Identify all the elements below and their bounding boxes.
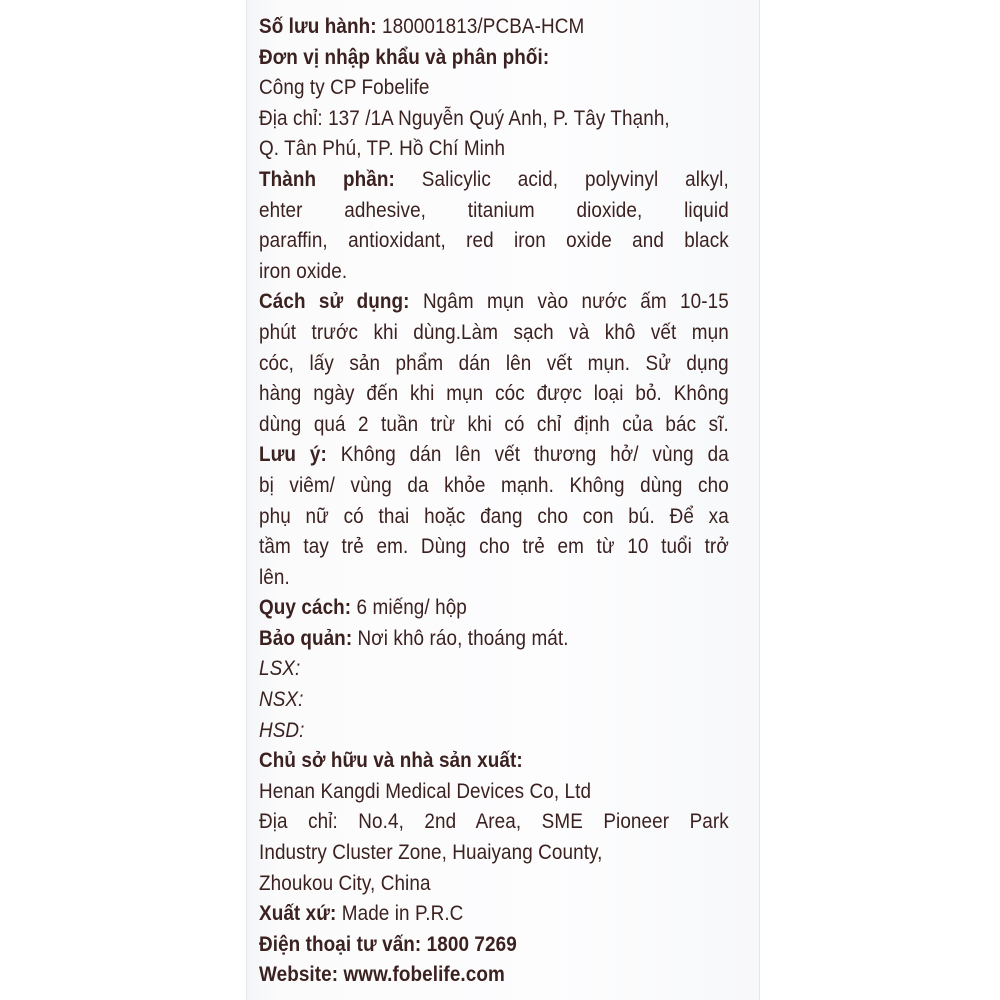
- ingredients-line-4: iron oxide.: [259, 259, 348, 283]
- expiry-date-label: HSD:: [259, 718, 305, 742]
- origin-label: Xuất xứ:: [259, 902, 337, 926]
- storage-value: Nơi khô ráo, thoáng mát.: [357, 626, 569, 650]
- manufacturer-address-line-1: Địa chỉ: No.4, 2nd Area, SME Pioneer Park: [259, 810, 729, 834]
- warning-line-4: tầm tay trẻ em. Dùng cho trẻ em từ 10 tuổi trở: [259, 535, 729, 559]
- ingredients-text-1: Salicylic acid, polyvinyl alkyl,: [421, 167, 729, 191]
- origin-value: Made in P.R.C: [341, 902, 464, 926]
- registration-label: Số lưu hành:: [259, 15, 377, 38]
- manufacturer-name: Henan Kangdi Medical Devices Co, Ltd: [259, 779, 592, 803]
- origin-line: [259, 899, 682, 930]
- manufacture-date-label: NSX:: [259, 688, 304, 712]
- storage-line: [259, 624, 682, 655]
- packaging-label: Quy cách:: [259, 596, 352, 620]
- ingredients-line-3: paraffin, antioxidant, red iron oxide and black: [259, 229, 729, 253]
- registration-line: [259, 12, 682, 43]
- distributor-address-line-1: Địa chỉ: 137 /1A Nguyễn Quý Anh, P. Tây Thạnh,: [259, 106, 670, 130]
- warning-line-1: [259, 440, 729, 471]
- warning-line-5: lên.: [259, 565, 290, 589]
- warning-text-1: Không dán lên vết thương hở/ vùng da: [340, 443, 729, 467]
- manufacturer-address-line-2: Industry Cluster Zone, Huaiyang County,: [259, 841, 603, 865]
- website-value: www.fobelife.com: [343, 963, 505, 987]
- usage-text-1: Ngâm mụn vào nước ấm 10-15: [422, 290, 729, 314]
- distributor-heading: Đơn vị nhập khẩu và phân phối:: [259, 45, 550, 69]
- warning-line-3: phụ nữ có thai hoặc đang cho con bú. Để xa: [259, 504, 729, 528]
- usage-line-4: hàng ngày đến khi mụn cóc được loại bỏ. Không: [259, 382, 729, 406]
- usage-line-3: cóc, lấy sản phẩm dán lên vết mụn. Sử dụng: [259, 351, 729, 375]
- usage-line-1: [259, 287, 729, 318]
- warning-label: Lưu ý:: [259, 443, 327, 467]
- packaging-value: 6 miếng/ hộp: [356, 596, 467, 620]
- website-line: [259, 960, 682, 991]
- label-text-block: [259, 12, 729, 991]
- ingredients-label: Thành phần:: [259, 167, 395, 191]
- distributor-address-line-2: Q. Tân Phú, TP. Hồ Chí Minh: [259, 137, 506, 161]
- warning-line-2: bị viêm/ vùng da khỏe mạnh. Không dùng cho: [259, 473, 729, 497]
- usage-line-5: dùng quá 2 tuần trừ khi có chỉ định của bác sĩ.: [259, 412, 729, 436]
- usage-line-2: phút trước khi dùng.Làm sạch và khô vết mụn: [259, 320, 729, 344]
- hotline-line: [259, 930, 682, 961]
- lot-number-label: LSX:: [259, 657, 301, 681]
- packaging-line: [259, 593, 682, 624]
- ingredients-line-1: [259, 165, 729, 196]
- storage-label: Bảo quản:: [259, 626, 353, 650]
- hotline-label: Điện thoại tư vấn:: [259, 932, 422, 956]
- distributor-company: Công ty CP Fobelife: [259, 76, 430, 100]
- hotline-value: 1800 7269: [426, 932, 517, 956]
- registration-value: 180001813/PCBA-HCM: [382, 15, 585, 38]
- ingredients-line-2: ehter adhesive, titanium dioxide, liquid: [259, 198, 729, 222]
- website-label: Website:: [259, 963, 339, 987]
- manufacturer-address-line-3: Zhoukou City, China: [259, 871, 431, 895]
- usage-label: Cách sử dụng:: [259, 290, 410, 314]
- owner-manufacturer-heading: Chủ sở hữu và nhà sản xuất:: [259, 749, 523, 773]
